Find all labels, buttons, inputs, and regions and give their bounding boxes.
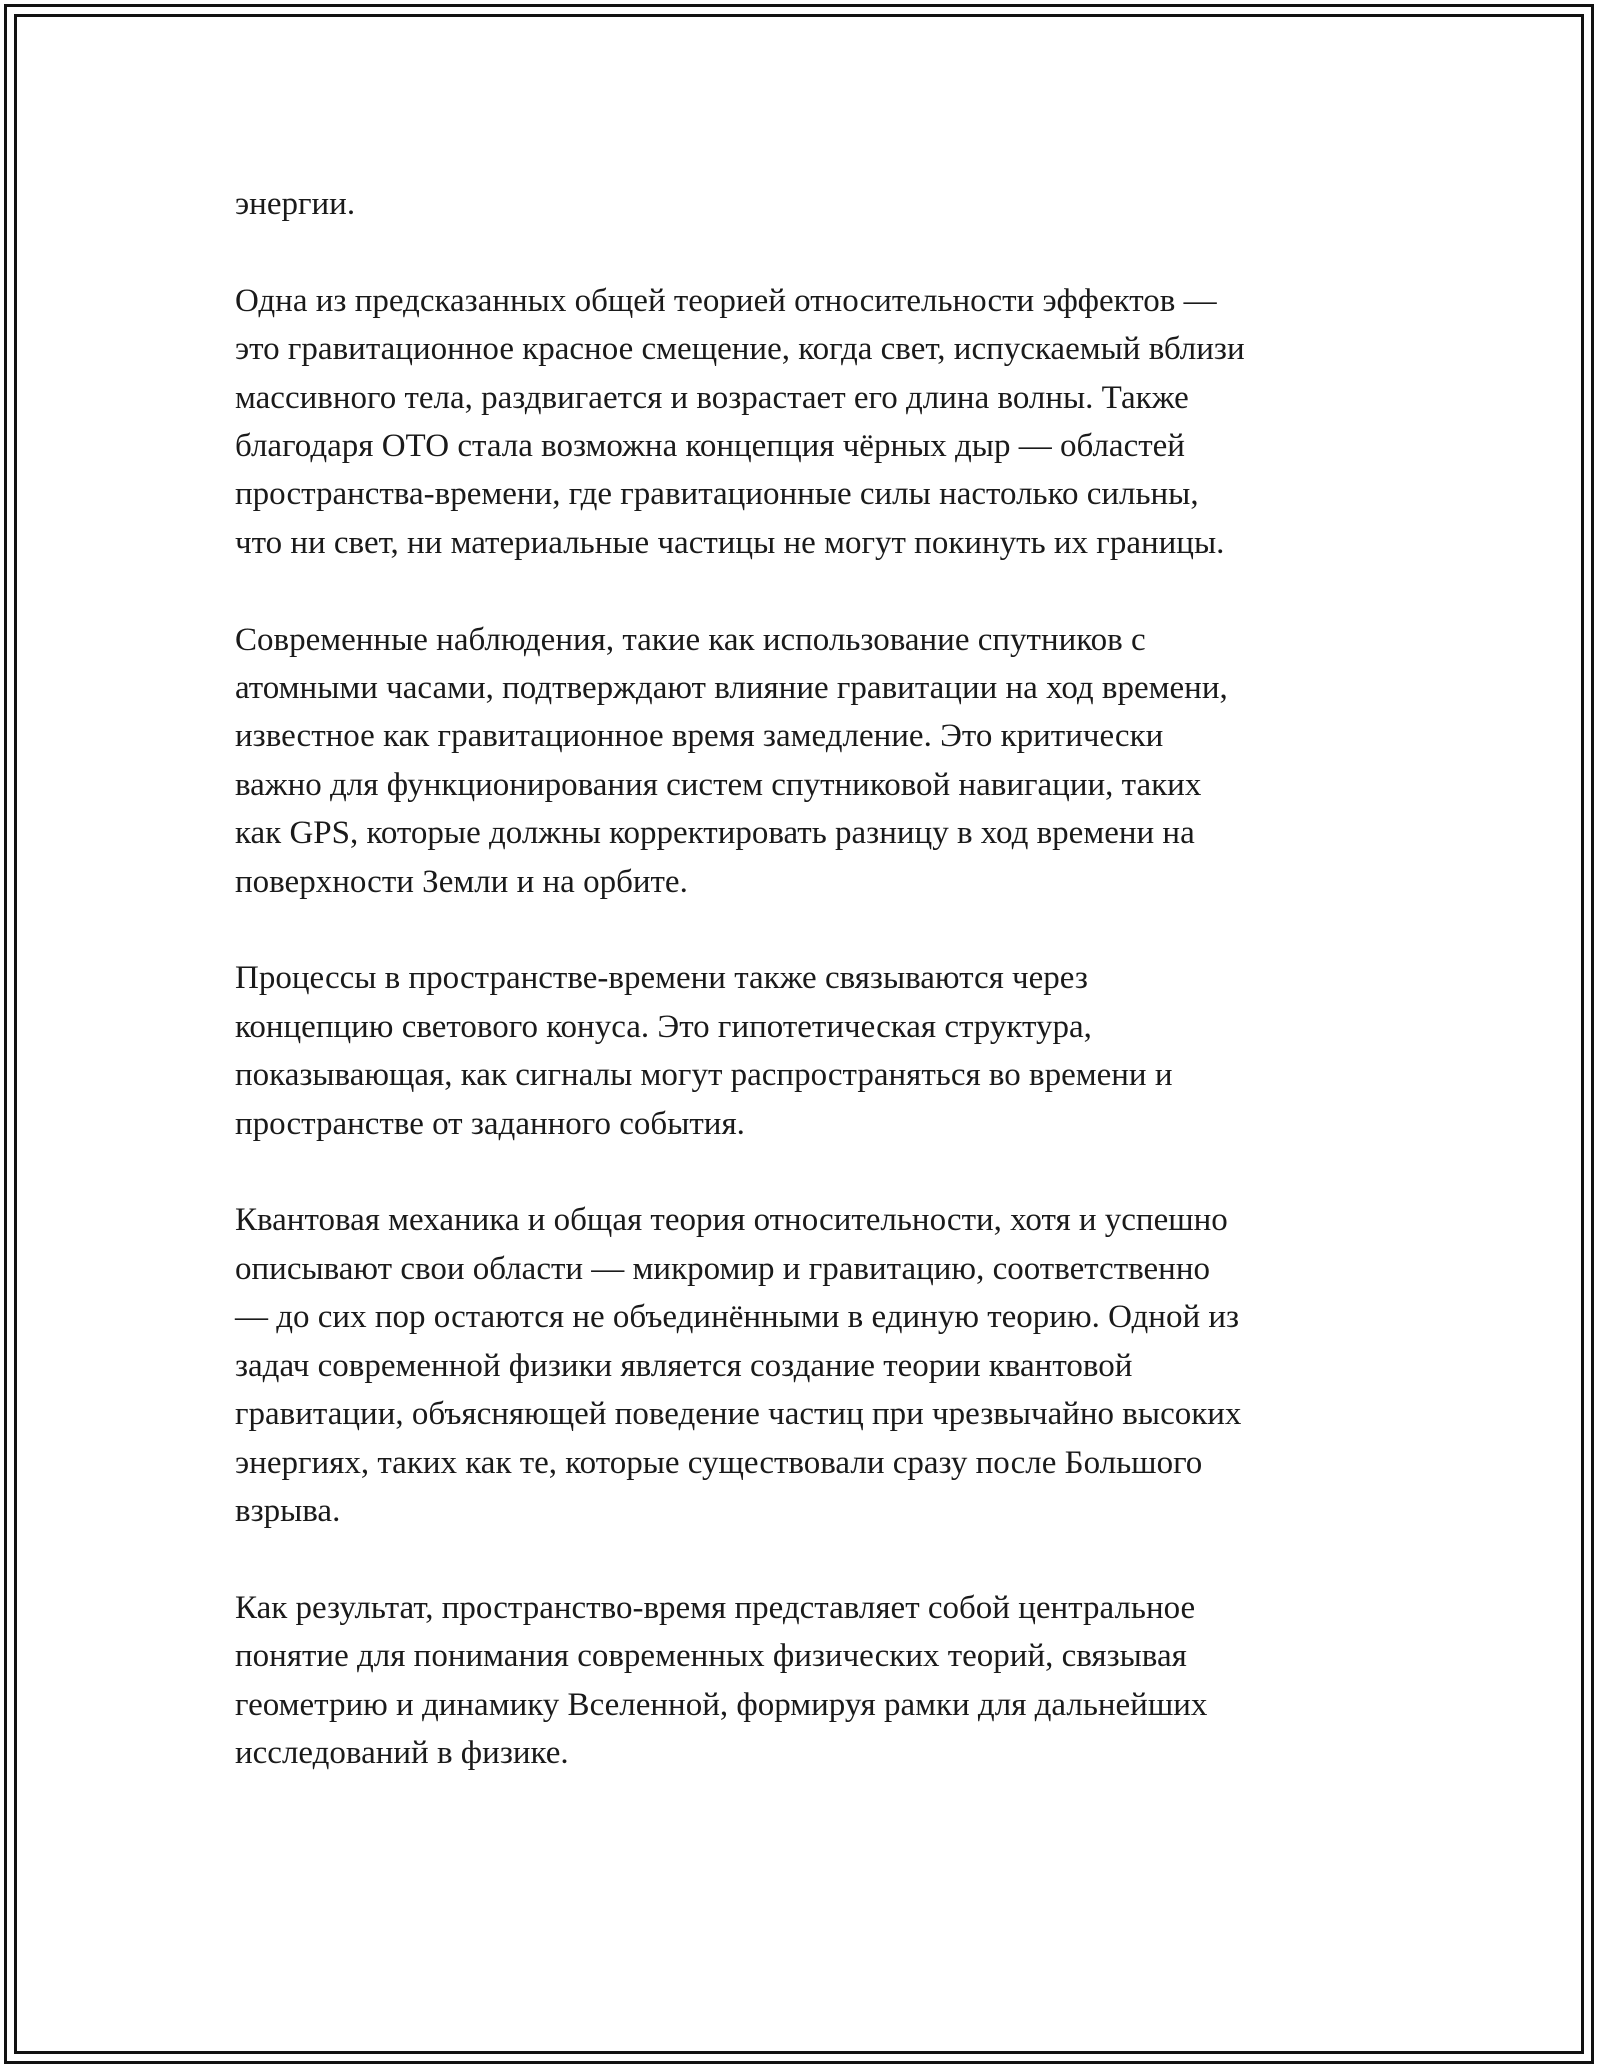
text-line: важно для функционирования систем спутниковой навигации, таких (235, 766, 1202, 803)
text-line: Квантовая механика и общая теория относительности, хотя и успешно (235, 1202, 1228, 1239)
text-line: геометрию и динамику Вселенной, формируя рамки для дальнейших (235, 1686, 1208, 1723)
text-line: что ни свет, ни материальные частицы не могут покинуть их границы. (235, 524, 1225, 561)
text-line: это гравитационное красное смещение, когда свет, испускаемый вблизи (235, 331, 1245, 368)
text-line: Современные наблюдения, такие как использование спутников с (235, 621, 1146, 658)
text-line: атомными часами, подтверждают влияние гравитации на ход времени, (235, 670, 1228, 707)
document-body (235, 180, 1375, 1826)
text-line: показывающая, как сигналы могут распространяться во времени и (235, 1057, 1173, 1094)
paragraph-conclusion (235, 1584, 1375, 1778)
text-line: Как результат, пространство-время представляет собой центральное (235, 1589, 1196, 1626)
text-line: пространства-времени, где гравитационные силы настолько сильны, (235, 476, 1199, 513)
text-line: взрыва. (235, 1492, 341, 1529)
paragraph-time-dilation-gps (235, 616, 1375, 906)
text-line: как GPS, которые должны корректировать разницу в ход времени на (235, 815, 1195, 852)
text-line: концепцию светового конуса. Это гипотетическая структура, (235, 1008, 1092, 1045)
text-line: описывают свои области — микромир и гравитацию, соответственно (235, 1250, 1210, 1287)
text-line: гравитации, объясняющей поведение частиц при чрезвычайно высоких (235, 1396, 1242, 1433)
text-line: исследований в физике. (235, 1734, 569, 1771)
text-line: энергиях, таких как те, которые существовали сразу после Большого (235, 1444, 1203, 1481)
paragraph-redshift-black-holes (235, 277, 1375, 567)
text-line: поверхности Земли и на орбите. (235, 863, 688, 900)
paragraph-quantum-gravity (235, 1196, 1375, 1535)
text-line: Одна из предсказанных общей теорией относительности эффектов — (235, 282, 1217, 319)
text-line: задач современной физики является создание теории квантовой (235, 1347, 1133, 1384)
text-line: пространстве от заданного события. (235, 1105, 745, 1142)
text-line: — до сих пор остаются не объединёнными в единую теорию. Одной из (235, 1299, 1240, 1336)
text-line: массивного тела, раздвигается и возрастает его длина волны. Также (235, 379, 1189, 416)
text-line: благодаря ОТО стала возможна концепция чёрных дыр — областей (235, 428, 1185, 465)
paragraph-light-cone (235, 954, 1375, 1148)
paragraph-energy-end (235, 180, 1375, 228)
text-line: энергии. (235, 186, 356, 222)
text-line: понятие для понимания современных физических теорий, связывая (235, 1638, 1187, 1675)
text-line: известное как гравитационное время замедление. Это критически (235, 718, 1164, 755)
text-line: Процессы в пространстве-времени также связываются через (235, 960, 1088, 997)
